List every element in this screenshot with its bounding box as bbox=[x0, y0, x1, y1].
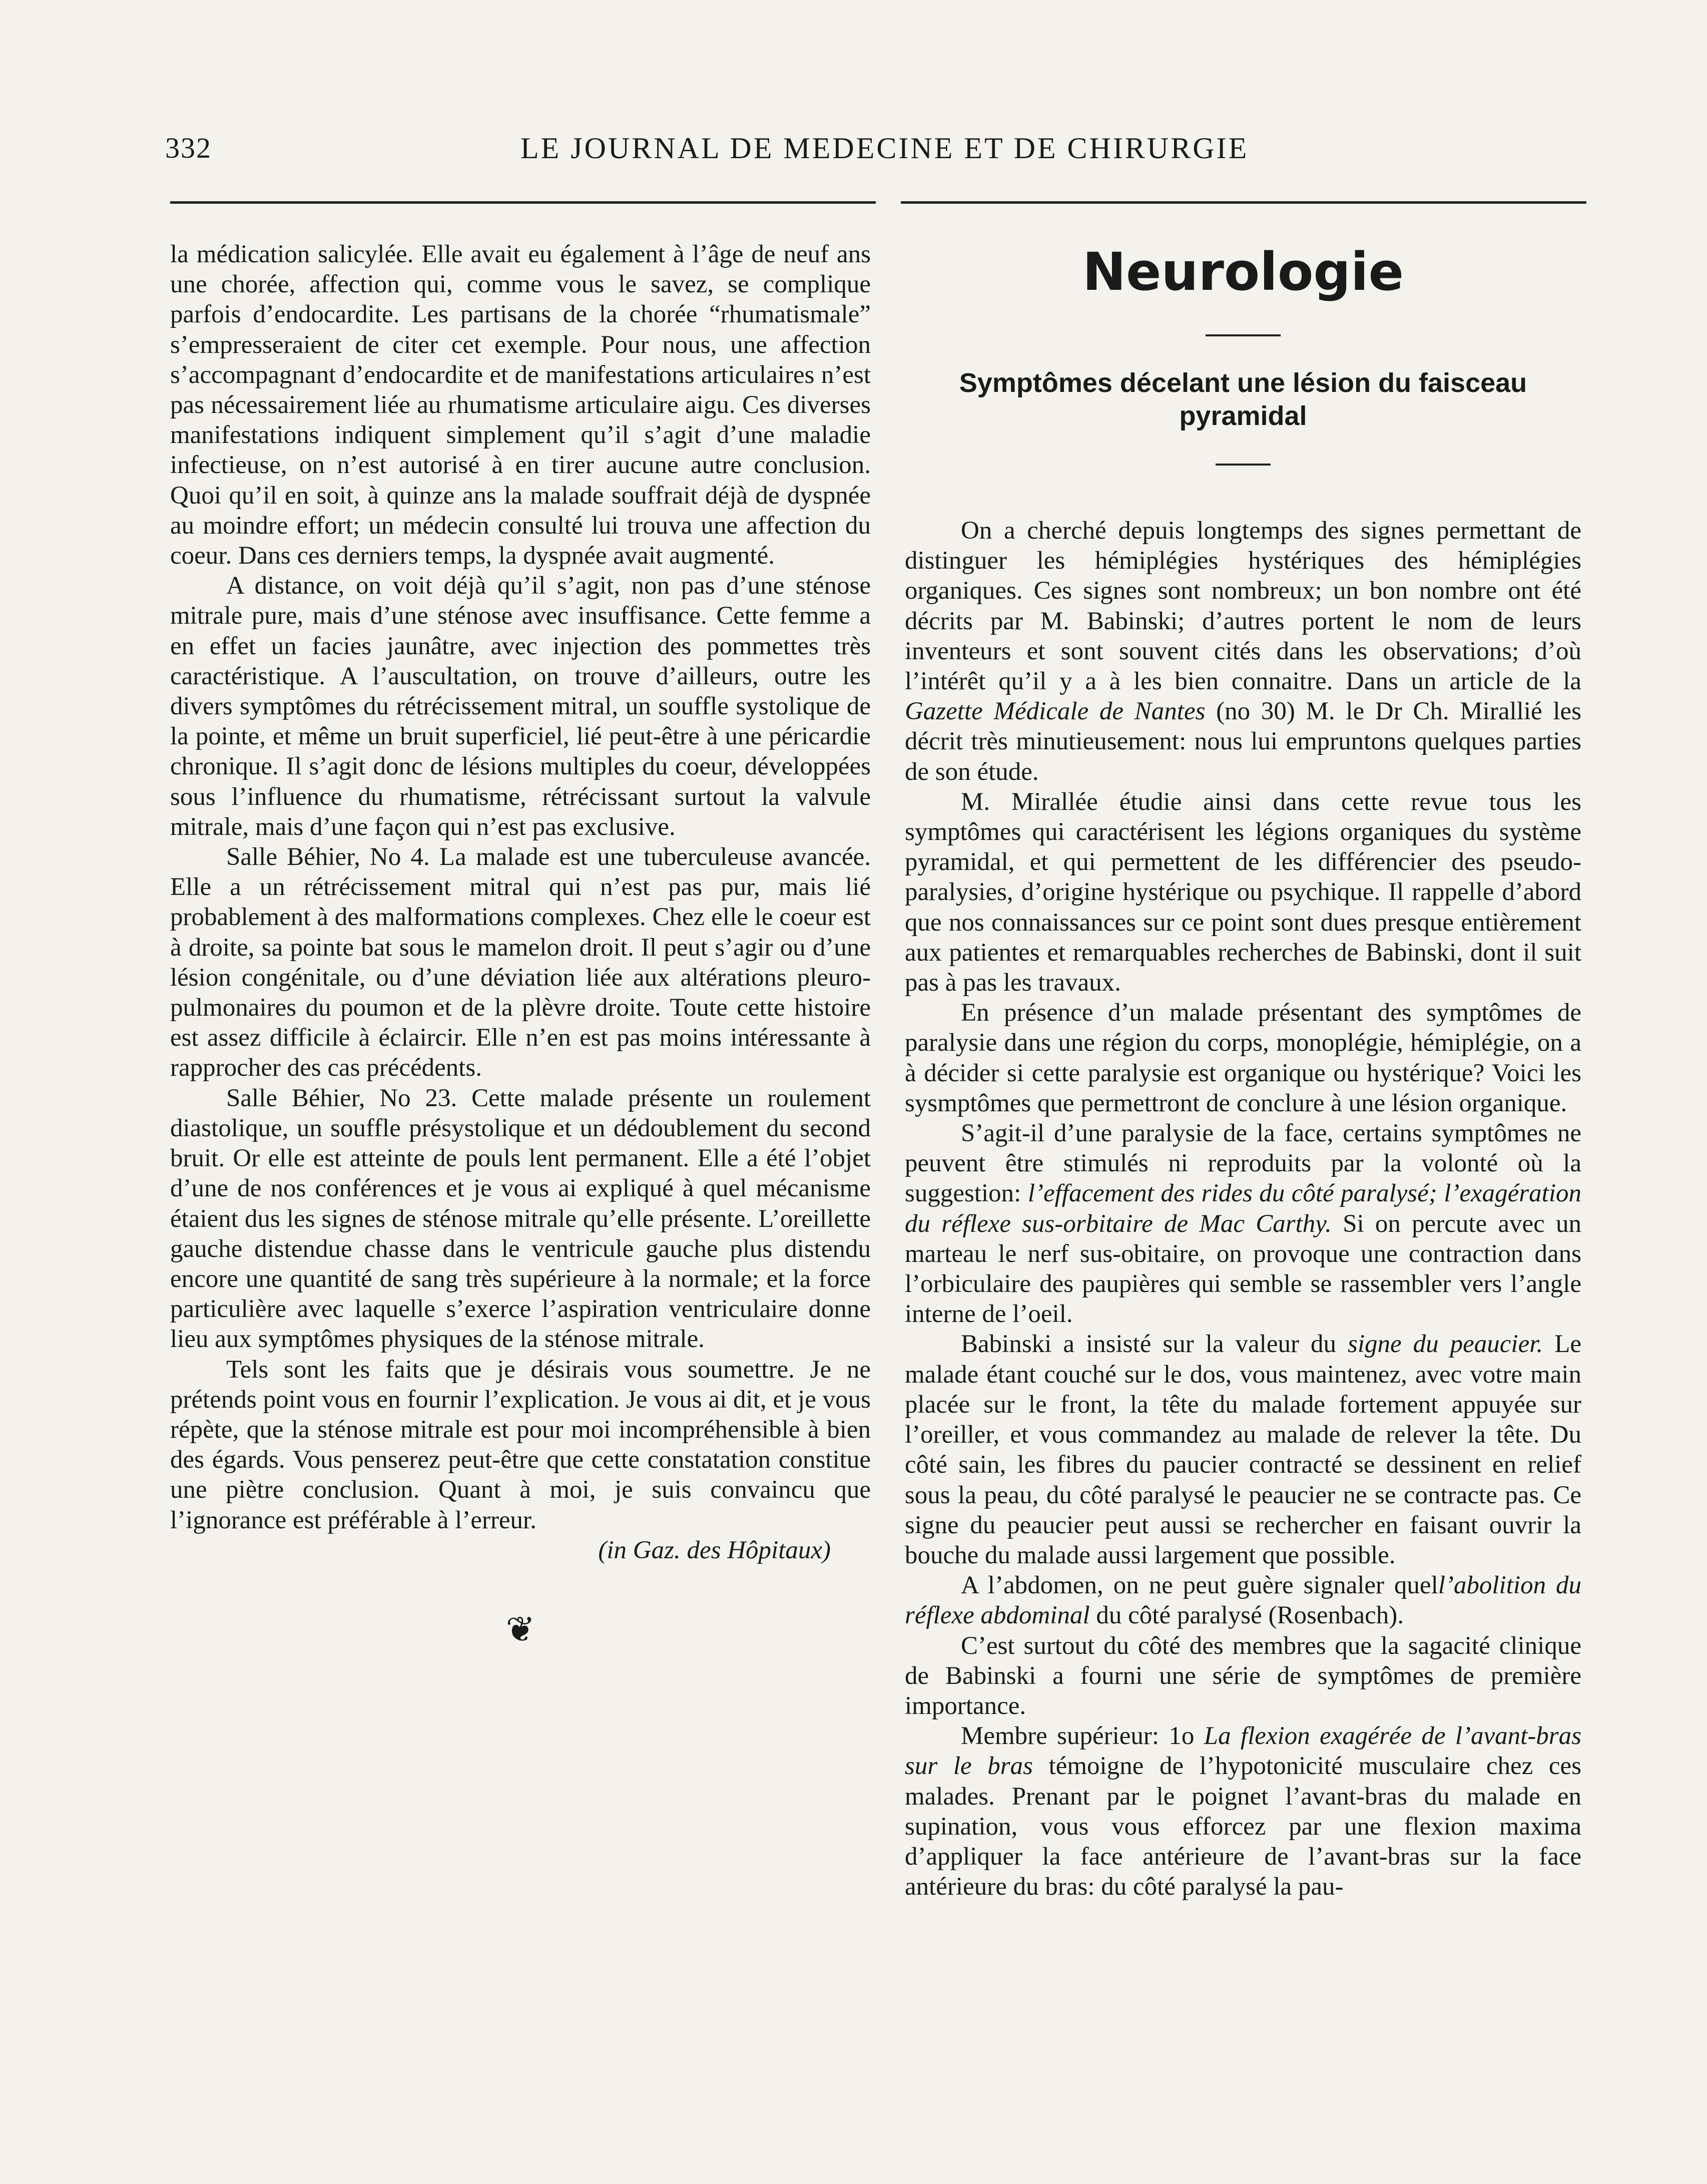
left-paragraph-4: Salle Béhier, No 23. Cette malade présente un roulement diastolique, un souffle présystolique et un dédoublement du second bruit. Or elle est atteinte de pouls lent permanent. Elle a été l’objet d’une de nos conférences et je vous ai expliqué à quel mécanisme étaient dus les signes de sténose mitrale qu’elle présente. L’oreillette gauche distendue chasse dans le ventricule gauche plus distendu encore une quantité de sang très supérieure à la normale; et la force particulière avec laquelle s’exerce l’aspiration ventriculaire donne lieu aux symptômes physiques de la sténose mitrale. bbox=[170, 1084, 871, 1354]
italic-text: signe du peaucier. bbox=[1347, 1330, 1543, 1359]
paragraph-text: Babinski a insisté sur la valeur du bbox=[961, 1330, 1336, 1359]
header-rule-left bbox=[170, 201, 876, 204]
paragraph-text: Si on percute avec un marteau le nerf sus-obitaire, on provoque une contraction dans l’orbiculaire des paupières qui semble se rassembler vers l’angle interne de l’oeil. bbox=[905, 1209, 1582, 1329]
article-title: Symptômes décelant une lésion du faisceau pyramidal bbox=[959, 368, 1527, 431]
paragraph-text: du côté paralysé (Rosenbach). bbox=[1096, 1601, 1404, 1630]
left-paragraph-1: la médication salicylée. Elle avait eu également à l’âge de neuf ans une chorée, affection qui, comme vous le savez, se complique parfois d’endocardite. Les partisans de la chorée “rhumatismale” s’empresseraient de citer cet exemple. Pour nous, une affection s’accompagnant d’endocardite et de manifestations articulaires n’est pas nécessairement liée au rhumatisme articulaire aigu. Ces diverses manifestations indiquent simplement qu’il s’agit d’une maladie infectieuse, on n’est autorisé à en tirer aucune autre conclusion. Quoi qu’il en soit, à quinze ans la malade souffrait déjà de dyspnée au moindre effort; un médecin consulté lui trouva une affection du coeur. Dans ces derniers temps, la dyspnée avait augmenté. bbox=[170, 240, 871, 570]
right-paragraph-2: M. Mirallée étudie ainsi dans cette revue tous les symptômes qui caractérisent les légions organiques du système pyramidal, et qui permettent de les différencier des pseudo-paralysies, d’origine hystérique ou psychique. Il rappelle d’abord que nos connaissances sur ce point sont dues presque entièrement aux patientes et remarquables recherches de Babinski, dont il suit pas à pas les travaux. bbox=[905, 787, 1581, 997]
paragraph-text: (no 30) M. le Dr Ch. Mirallié les décrit très minutieusement: nous lui empruntons quelques parties de son étude. bbox=[905, 697, 1582, 786]
right-column bbox=[905, 239, 1581, 1902]
journal-name: Gazette Médicale de Nantes bbox=[905, 697, 1206, 726]
paragraph-text: Membre supérieur: 1o bbox=[961, 1722, 1195, 1751]
right-paragraph-8 bbox=[905, 1721, 1581, 1902]
ornament-icon: ❦ bbox=[505, 1610, 535, 1649]
source-attribution: (in Gaz. des Hôpitaux) bbox=[598, 1536, 831, 1564]
paragraph-text: On a cherché depuis longtemps des signes permettant de distinguer les hémiplégies hystériques des hémiplégies organiques. Ces signes sont nombreux; un bon nombre ont été décrits par M. Babinski; d’autres portent le nom de leurs inventeurs et sont souvent cités dans les observations; d’où l’intérêt qu’il y a à les bien connaitre. Dans un article de la bbox=[905, 517, 1581, 696]
left-paragraph-3: Salle Béhier, No 4. La malade est une tuberculeuse avancée. Elle a un rétrécissement mitral qui n’est pas pur, mais lié probablement à des malformations complexes. Chez elle le coeur est à droite, sa pointe bat sous le mamelon droit. Il peut s’agir ou d’une lésion congénitale, ou d’une déviation liée aux altérations pleuro-pulmonaires du poumon et de la plèvre droite. Toute cette histoire est assez difficile à éclaircir. Elle n’en est pas moins intéressante à rapprocher des cas précédents. bbox=[170, 843, 871, 1082]
right-paragraph-4 bbox=[905, 1118, 1581, 1329]
section-title: Neurologie bbox=[1082, 241, 1404, 302]
left-paragraph-2: A distance, on voit déjà qu’il s’agit, non pas d’une sténose mitrale pure, mais d’une sténose avec insuffisance. Cette femme a en effet un facies jaunâtre, avec injection des pommettes très caractéristique. A l’auscultation, on trouve d’ailleurs, outre les divers symptômes du rétrécissement mitral, un souffle systolique de la pointe, et même un bruit superficiel, lié peut-être à une péricardie chronique. Il s’agit donc de lésions multiples du coeur, développées sous l’influence du rhumatisme, rétrécissant surtout la valvule mitrale, mais d’une façon qui n’est pas exclusive. bbox=[170, 572, 871, 841]
page-number: 332 bbox=[165, 132, 212, 164]
section-rule bbox=[1206, 334, 1281, 336]
right-paragraph-5 bbox=[905, 1329, 1581, 1570]
page-header bbox=[165, 131, 1586, 176]
article-rule bbox=[1216, 464, 1271, 466]
paragraph-text: A l’abdomen, on ne peut guère signaler quel bbox=[961, 1571, 1438, 1600]
paragraph-text: S’agit-il d’une paralysie de la face, certains symptômes ne peuvent être stimulés ni reproduits par la volonté où la suggestion: bbox=[905, 1119, 1581, 1208]
header-rule-right bbox=[901, 201, 1586, 204]
paragraph-text: Le malade étant couché sur le dos, vous maintenez, avec votre main placée sur le front, la tête du malade fortement appuyée sur l’oreiller, et vous commandez au malade de relever la tête. Du côté sain, les fibres du paucier contracté se dessinent en relief sous la peau, du côté paralysé le peaucier ne se contracte pas. Ce signe du peaucier peut aussi se rechercher en faisant ouvrir la bouche du malade aussi largement que possible. bbox=[905, 1330, 1581, 1569]
running-title: LE JOURNAL DE MEDECINE ET DE CHIRURGIE bbox=[520, 132, 1249, 165]
right-paragraph-3: En présence d’un malade présentant des symptômes de paralysie dans une région du corps, monoplégie, hémiplégie, on a à décider si cette paralysie est organique ou hystérique? Voici les sysmptômes que permettront de conclure à une lésion organique. bbox=[905, 999, 1581, 1117]
right-paragraph-6 bbox=[905, 1570, 1581, 1630]
left-column bbox=[170, 239, 871, 1649]
paragraph-text: témoigne de l’hypotonicité musculaire chez ces malades. Prenant par le poignet l’avant-bras du malade en supination, vous vous efforcez par une flexion maxima d’appliquer la face antérieure de l’avant-bras sur la face antérieure du bras: du côté paralysé la pau- bbox=[905, 1752, 1581, 1901]
italic-text: La flexion exagérée de l’avant-bras sur le bras bbox=[905, 1722, 1582, 1781]
italic-text: l’abolition du réflexe abdominal bbox=[905, 1571, 1581, 1630]
right-paragraph-7: C’est surtout du côté des membres que la sagacité clinique de Babinski a fourni une série de symptômes de première importance. bbox=[905, 1631, 1581, 1720]
left-paragraph-5: Tels sont les faits que je désirais vous soumettre. Je ne prétends point vous en fournir l’explication. Je vous ai dit, et je vous répète, que la sténose mitrale est pour moi incompréhensible à bien des égards. Vous penserez peut-être que cette constatation constitue une piètre conclusion. Quant à moi, je suis convaincu que l’ignorance est préférable à l’erreur. bbox=[170, 1355, 871, 1534]
right-paragraph-1 bbox=[905, 516, 1581, 787]
italic-text: l’effacement des rides du côté paralysé; l’exagération du réflexe sus-orbitaire de Mac Carthy. bbox=[905, 1179, 1581, 1238]
